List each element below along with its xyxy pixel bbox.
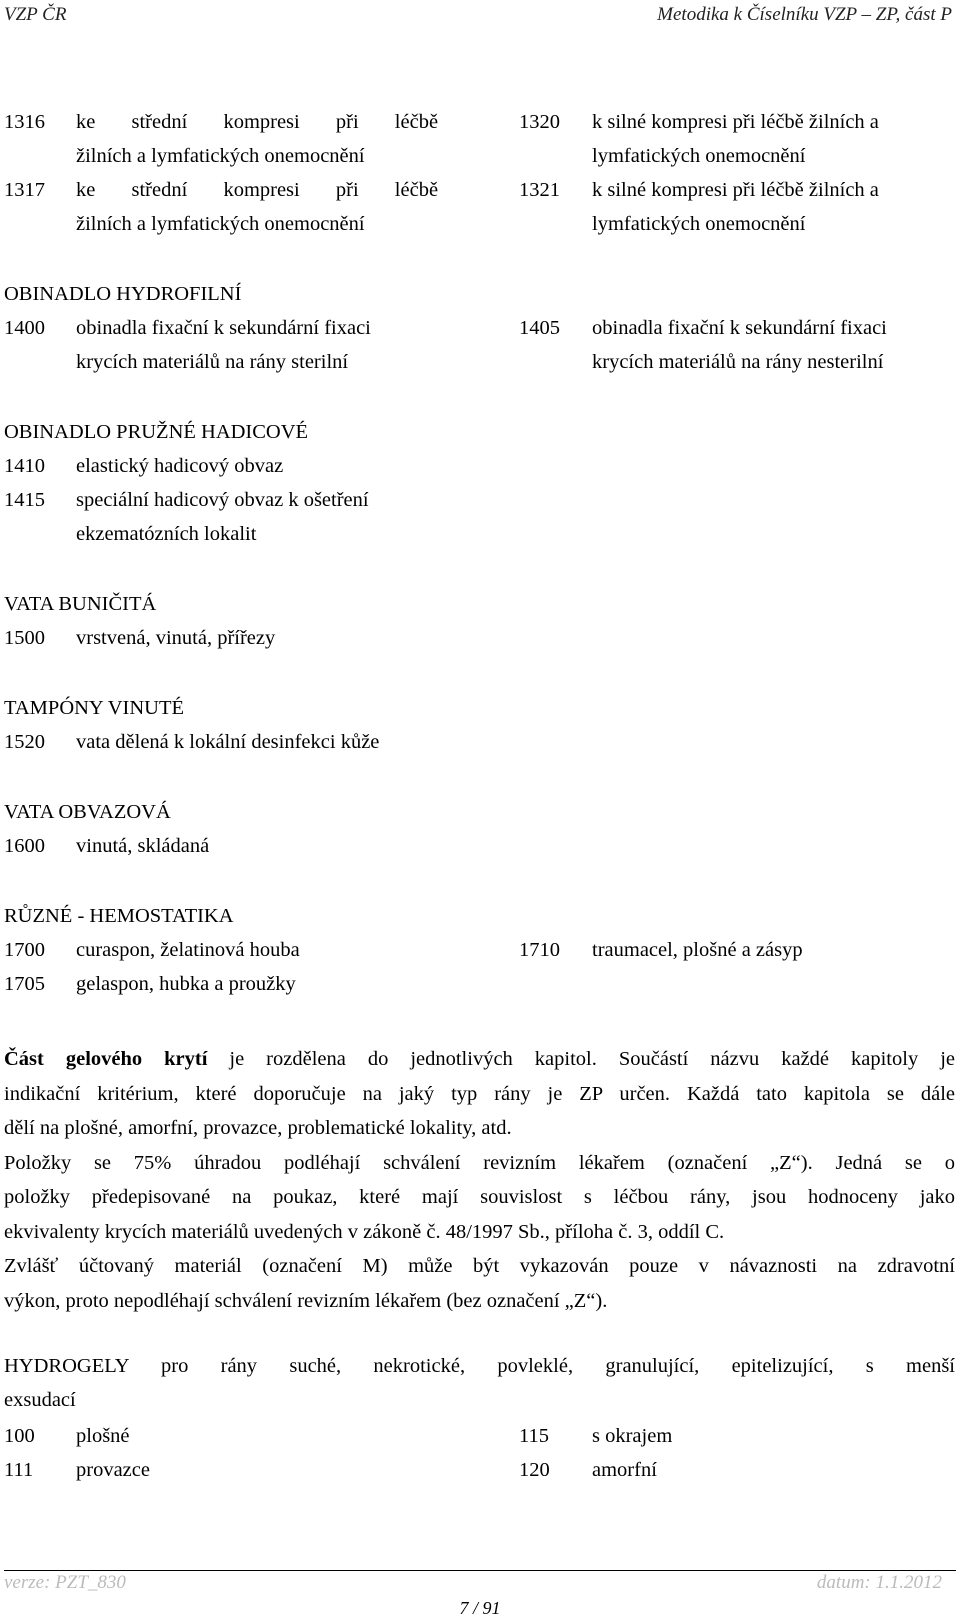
page-number: 7 / 91 xyxy=(459,1598,501,1618)
paragraph-line: ekvivalenty krycích materiálů uvedených v zákoně č. 48/1997 Sb., příloha č. 3, oddíl C. xyxy=(4,1220,725,1243)
item-code: 1320 xyxy=(519,111,560,133)
paragraph-line: Zvlášť účtovaný materiál (označení M) může být vykazován pouze v návaznosti na zdravotní xyxy=(4,1255,955,1277)
item-code: 1410 xyxy=(4,455,45,477)
item-text-line1: speciální hadicový obvaz k ošetření xyxy=(76,489,369,511)
item-text: vata dělená k lokální desinfekci kůže xyxy=(76,731,380,753)
item-code: 1700 xyxy=(4,939,45,961)
paragraph-line: Část gelového krytí je rozdělena do jednotlivých kapitol. Součástí názvu každé kapitoly je xyxy=(4,1048,955,1070)
section-heading: OBINADLO PRUŽNÉ HADICOVÉ xyxy=(4,421,309,443)
footer-version: verze: PZT_830 xyxy=(4,1572,126,1593)
item-text-line2: lymfatických onemocnění xyxy=(592,145,806,167)
section-heading: OBINADLO HYDROFILNÍ xyxy=(4,283,242,305)
item-text: elastický hadicový obvaz xyxy=(76,455,284,477)
footer-divider xyxy=(4,1570,956,1571)
item-text-line1: k silné kompresi při léčbě žilních a xyxy=(592,111,879,133)
item-text-line1: k silné kompresi při léčbě žilních a xyxy=(592,179,879,201)
item-code: 1321 xyxy=(519,179,560,201)
item-text: provazce xyxy=(76,1459,150,1481)
item-code: 115 xyxy=(519,1425,549,1447)
section-heading-continued: exsudací xyxy=(4,1389,76,1411)
item-code: 1405 xyxy=(519,317,560,339)
item-text-line2: lymfatických onemocnění xyxy=(592,213,806,235)
paragraph-line: Položky se 75% úhradou podléhají schválení revizním lékařem (označení „Z“). Jedná se o xyxy=(4,1151,955,1174)
section-heading: HYDROGELY pro rány suché, nekrotické, povleklé, granulující, epitelizující, s menší xyxy=(4,1355,955,1377)
section-heading: VATA OBVAZOVÁ xyxy=(4,801,171,823)
section-heading: VATA BUNIČITÁ xyxy=(4,593,157,615)
item-code: 1705 xyxy=(4,973,45,995)
paragraph-line: dělí na plošné, amorfní, provazce, problematické lokality, atd. xyxy=(4,1117,512,1139)
item-text: amorfní xyxy=(592,1459,657,1481)
item-text: traumacel, plošné a zásyp xyxy=(592,939,803,961)
item-text-line2: krycích materiálů na rány nesterilní xyxy=(592,351,884,373)
header-left: VZP ČR xyxy=(4,4,67,25)
section-heading: TAMPÓNY VINUTÉ xyxy=(4,697,185,719)
item-code: 1500 xyxy=(4,627,45,649)
item-text: curaspon, želatinová houba xyxy=(76,939,300,961)
paragraph-line: položky předepisované na poukaz, které mají souvislost s léčbou rány, jsou hodnoceny jako xyxy=(4,1186,955,1208)
item-text-line1: ke střední kompresi při léčbě xyxy=(76,179,439,201)
item-text: vinutá, skládaná xyxy=(76,835,210,857)
item-code: 1520 xyxy=(4,731,45,753)
item-text-line2: ekzematózních lokalit xyxy=(76,523,257,545)
item-code: 111 xyxy=(4,1459,34,1481)
item-text-line1: obinadla fixační k sekundární fixaci xyxy=(76,317,371,339)
item-code: 1317 xyxy=(4,179,45,201)
paragraph-line: výkon, proto nepodléhají schválení revizním lékařem (bez označení „Z“). xyxy=(4,1289,608,1312)
item-code: 1316 xyxy=(4,111,45,133)
item-code: 1415 xyxy=(4,489,45,511)
item-text-line2: krycích materiálů na rány sterilní xyxy=(76,351,349,373)
item-code: 1400 xyxy=(4,317,45,339)
item-text-line2: žilních a lymfatických onemocnění xyxy=(76,213,365,235)
item-code: 120 xyxy=(519,1459,550,1481)
paragraph-bold-lead: Část gelového krytí xyxy=(4,1048,208,1070)
header-right: Metodika k Číselníku VZP – ZP, část P xyxy=(657,4,952,25)
item-code: 100 xyxy=(4,1425,35,1447)
description-paragraph xyxy=(4,1042,955,1318)
item-text-line1: ke střední kompresi při léčbě xyxy=(76,111,439,133)
item-text: s okrajem xyxy=(592,1425,673,1447)
section-heading: RŮZNÉ - HEMOSTATIKA xyxy=(4,905,234,927)
item-text-line1: obinadla fixační k sekundární fixaci xyxy=(592,317,887,339)
item-code: 1710 xyxy=(519,939,560,961)
item-text: gelaspon, hubka a proužky xyxy=(76,973,296,995)
paragraph-line: indikační kritérium, které doporučuje na jaký typ rány je ZP určen. Každá tato kapitola se dále xyxy=(4,1082,955,1105)
item-text: vrstvená, vinutá, přířezy xyxy=(76,627,276,649)
item-code: 1600 xyxy=(4,835,45,857)
footer-date: datum: 1.1.2012 xyxy=(816,1572,942,1593)
item-text-line2: žilních a lymfatických onemocnění xyxy=(76,145,365,167)
item-text: plošné xyxy=(76,1425,130,1447)
